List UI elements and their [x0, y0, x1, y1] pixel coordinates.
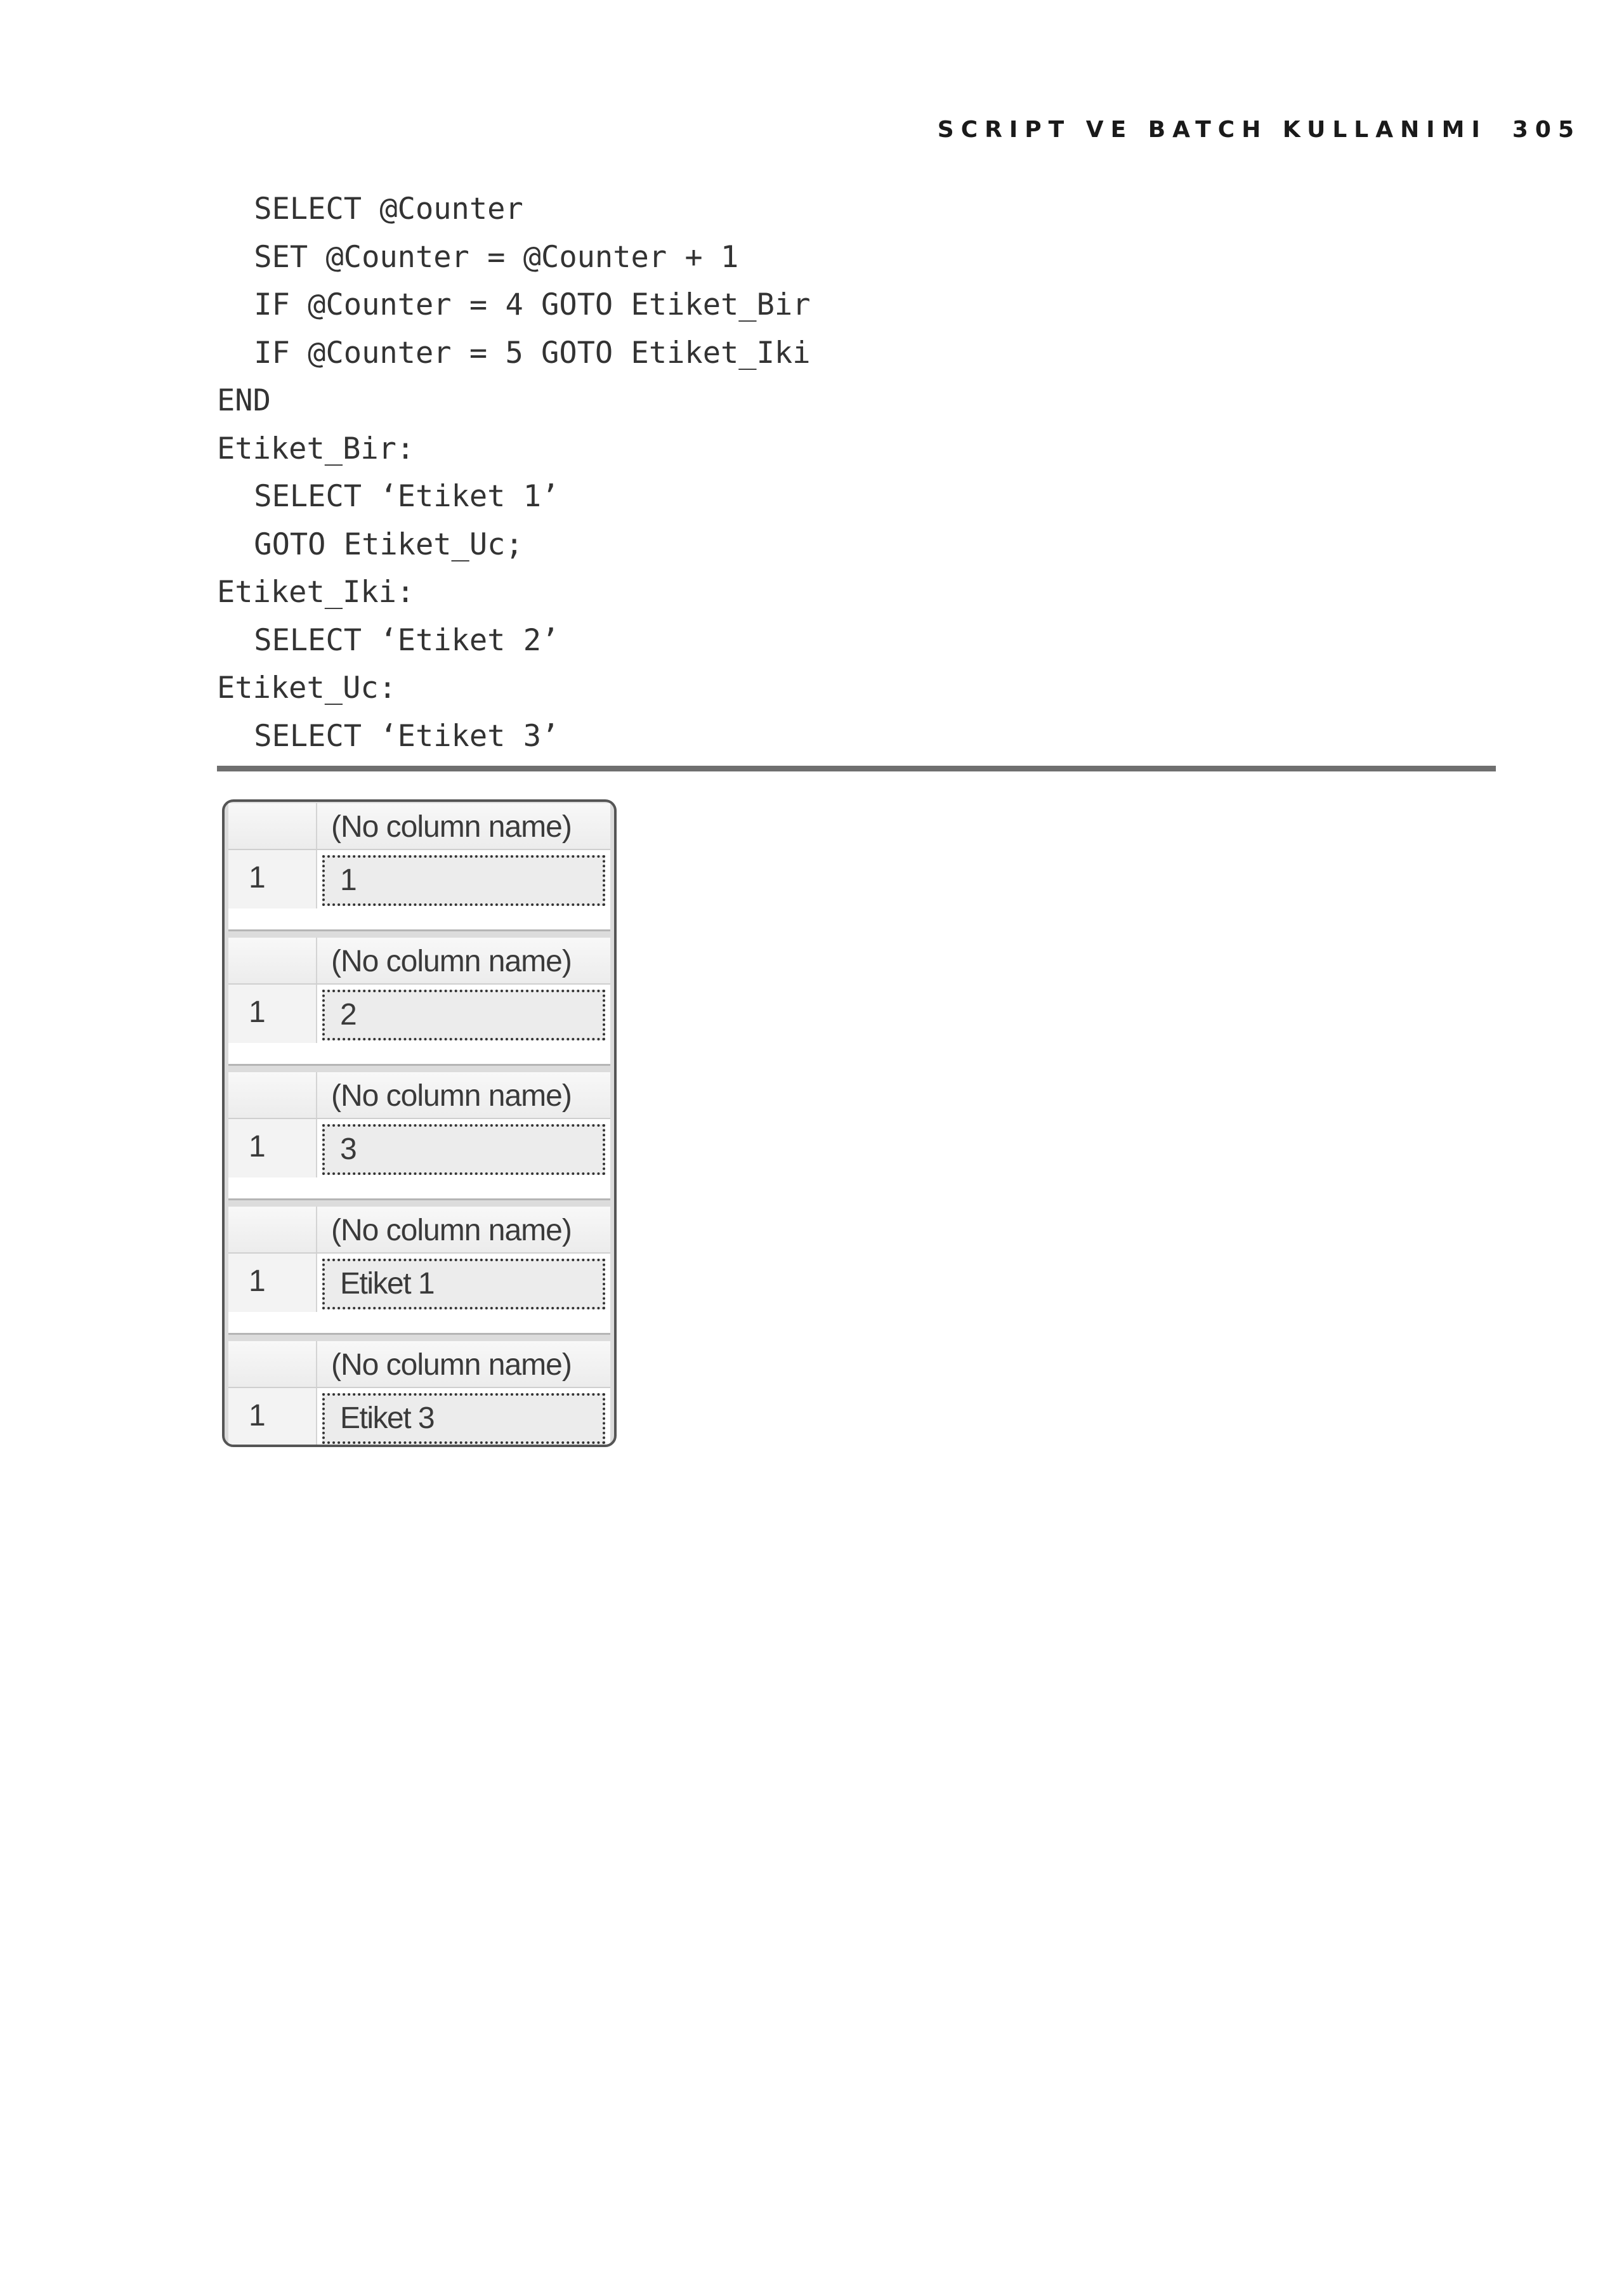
column-header[interactable]: (No column name) [331, 810, 572, 844]
section-divider [217, 766, 1496, 771]
row-number: 1 [249, 861, 266, 895]
code-line: SELECT @Counter [236, 192, 523, 226]
table-row [228, 1119, 610, 1177]
result-cell[interactable] [322, 1259, 605, 1309]
code-line: IF @Counter = 5 GOTO Etiket_Iki [236, 335, 811, 370]
cell-value: Etiket 1 [340, 1267, 435, 1301]
code-line: Etiket_Uc: [217, 671, 396, 705]
cell-value: Etiket 3 [340, 1401, 435, 1435]
result-grid [228, 1341, 610, 1447]
code-line: Etiket_Bir: [217, 431, 415, 466]
code-line: IF @Counter = 4 GOTO Etiket_Bir [236, 287, 811, 322]
code-line: SELECT ‘Etiket 3’ [236, 718, 560, 754]
result-grid [228, 803, 610, 931]
grid-corner[interactable] [228, 1072, 317, 1118]
row-header[interactable] [228, 1254, 317, 1312]
grid-header [228, 1341, 610, 1388]
table-row [228, 1254, 610, 1312]
result-grid [228, 938, 610, 1066]
code-line: END [217, 383, 271, 418]
row-number: 1 [249, 1264, 266, 1298]
table-row [228, 985, 610, 1043]
row-number: 1 [249, 1130, 266, 1164]
code-line: GOTO Etiket_Uc; [236, 527, 523, 562]
row-header[interactable] [228, 1119, 317, 1177]
grid-header [228, 803, 610, 850]
grid-header [228, 1207, 610, 1254]
result-cell[interactable] [322, 990, 605, 1040]
code-listing [217, 185, 810, 760]
code-line: Etiket_Iki: [217, 575, 415, 610]
column-header[interactable]: (No column name) [331, 1214, 572, 1247]
cell-value: 2 [340, 998, 357, 1032]
grid-corner[interactable] [228, 938, 317, 983]
grid-corner[interactable] [228, 1207, 317, 1252]
code-line: SET @Counter = @Counter + 1 [236, 239, 739, 275]
result-cell[interactable] [322, 1393, 605, 1444]
grid-corner[interactable] [228, 1341, 317, 1387]
column-header[interactable]: (No column name) [331, 1348, 572, 1382]
grid-header [228, 1072, 610, 1119]
result-grid [228, 1207, 610, 1335]
column-header[interactable]: (No column name) [331, 1079, 572, 1113]
code-line: SELECT ‘Etiket 2’ [236, 622, 560, 658]
result-cell[interactable] [322, 855, 605, 906]
table-row [228, 1388, 610, 1446]
row-number: 1 [249, 1399, 266, 1433]
page-number: 305 [1512, 117, 1581, 143]
result-grid [228, 1072, 610, 1200]
row-header[interactable] [228, 1388, 317, 1446]
running-header [938, 117, 1581, 143]
row-header[interactable] [228, 850, 317, 908]
row-header[interactable] [228, 985, 317, 1043]
cell-value: 1 [340, 863, 357, 897]
grid-corner[interactable] [228, 803, 317, 849]
result-cell[interactable] [322, 1124, 605, 1175]
column-header[interactable]: (No column name) [331, 945, 572, 978]
row-number: 1 [249, 995, 266, 1029]
results-panel [222, 799, 617, 1447]
chapter-title: SCRIPT VE BATCH KULLANIMI [937, 117, 1487, 143]
cell-value: 3 [340, 1132, 357, 1166]
grid-header [228, 938, 610, 985]
table-row [228, 850, 610, 908]
code-line: SELECT ‘Etiket 1’ [236, 479, 560, 514]
